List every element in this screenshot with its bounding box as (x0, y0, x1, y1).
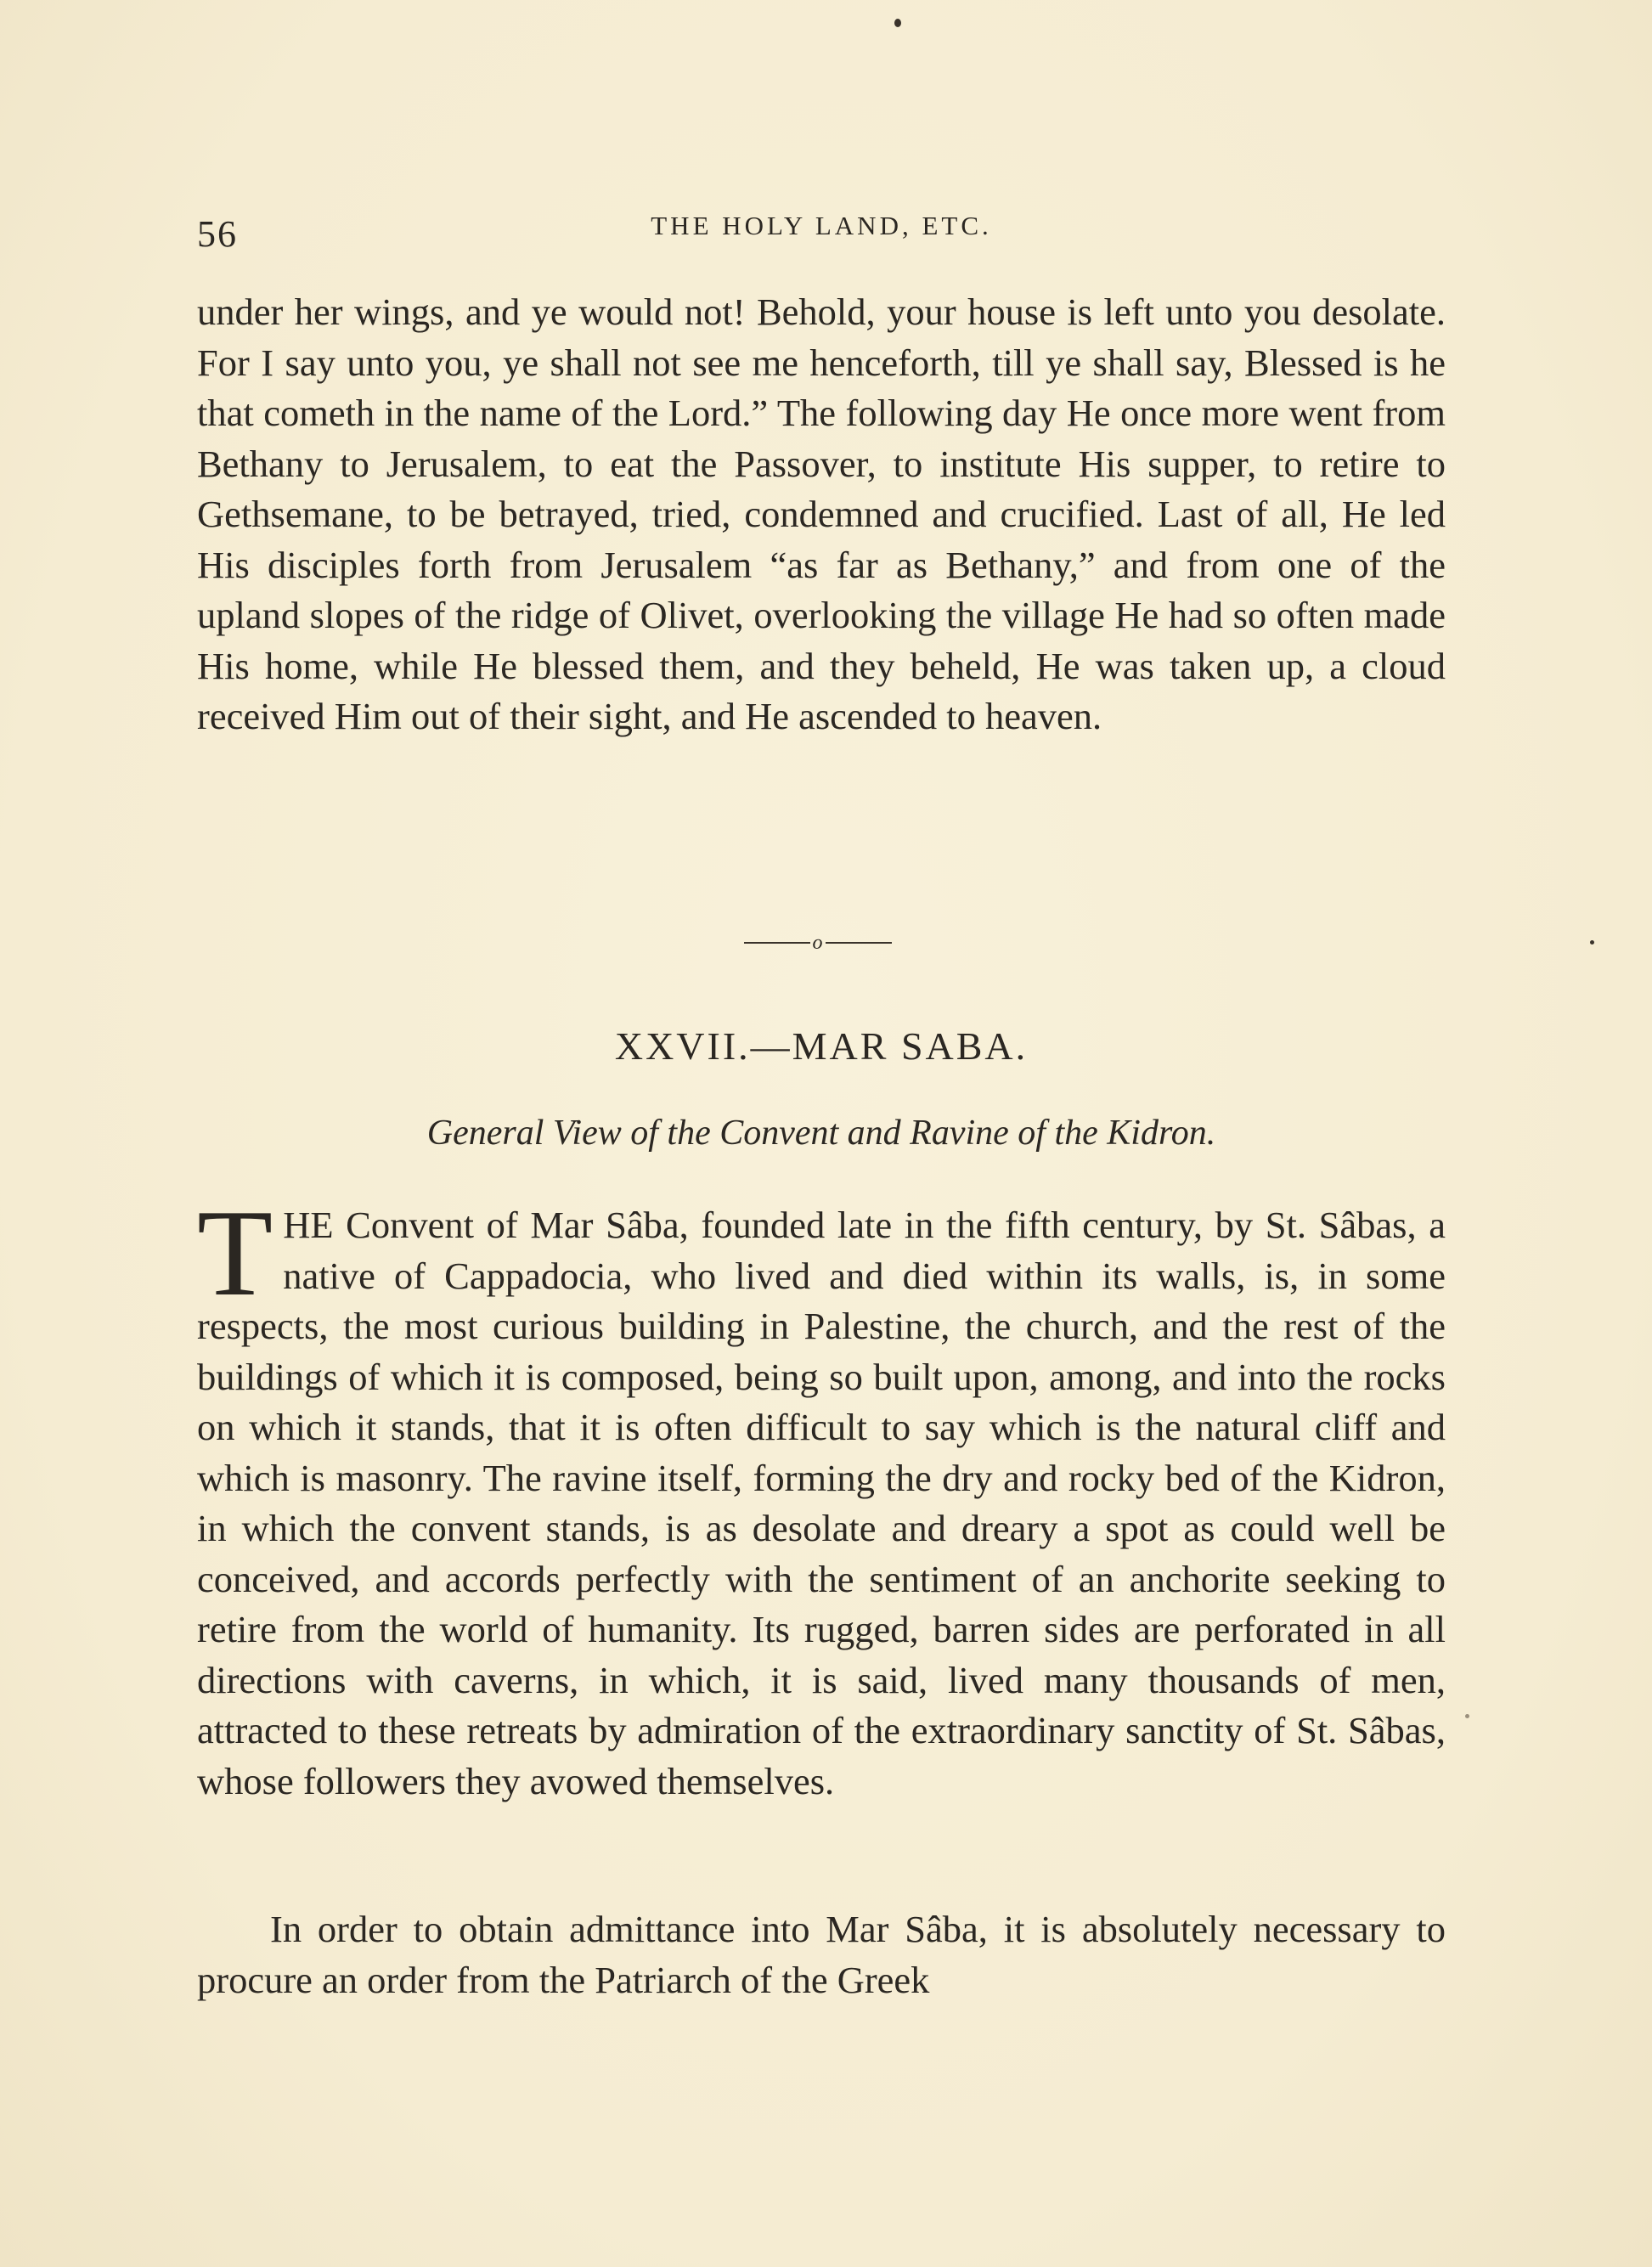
closing-paragraph-block (197, 1904, 1446, 2005)
continued-paragraph: under her wings, and ye would not! Behold, your house is left unto you desolate. For I say unto you, ye shall not see me henceforth, till ye shall say, Blessed is he that cometh in the name of the Lord.” The following day He once more went from Bethany to Jerusalem, to eat the Passover, to institute His supper, to retire to Gethsemane, to be betrayed, tried, condemned and crucified. Last of all, He led His disciples forth from Jerusalem “as far as Bethany,” and from one of the upland slopes of the ridge of Olivet, overlooking the village He had so often made His home, while He blessed them, and they beheld, He was taken up, a cloud received Him out of their sight, and He ascended to heaven. (197, 290, 1446, 737)
running-head: THE HOLY LAND, ETC. (651, 211, 992, 240)
ink-speck (1590, 940, 1594, 945)
ink-speck (1465, 1714, 1469, 1718)
page-number: 56 (197, 213, 238, 255)
section-divider (739, 930, 896, 956)
divider-rule-left (744, 942, 810, 944)
divider-rule-right (826, 942, 892, 944)
opening-paragraph (197, 1184, 1446, 1807)
page-header (197, 204, 1446, 255)
opening-paragraph-block (197, 1184, 1446, 1807)
divider-mark: o (812, 932, 823, 954)
closing-paragraph: In order to obtain admittance into Mar Sâba, it is absolutely necessary to procure an order from the Patriarch of the Greek (197, 1908, 1446, 2001)
chapter-heading: XXVII.—MAR SABA. (614, 1024, 1029, 1068)
continued-paragraph-block (197, 287, 1446, 742)
ink-speck (894, 19, 901, 27)
opening-paragraph-text: HE Convent of Mar Sâba, founded late in the fifth century, by St. Sâbas, a native of Cappadocia, who lived and died within its walls, is, in some respects, the most curious building in Palestine, the church, and the rest of the buildings of which it is composed, being so built upon, among, and into the rocks on which it stands, that it is often difficult to say which is the natural cliff and which is masonry. The ravine itself, forming the dry and rocky bed of the Kidron, in which the convent stands, is as desolate and dreary a spot as could well be conceived, and accords perfectly with the sentiment of an anchorite seeking to retire from the world of humanity. Its rugged, barren sides are perforated in all directions with caverns, in which, it is said, lived many thousands of men, attracted to these retreats by admiration of the extraordinary sanctity of St. Sâbas, whose followers they avowed themselves. (197, 1204, 1446, 1802)
drop-cap: T (197, 1184, 273, 1322)
chapter-subtitle: General View of the Convent and Ravine of the Kidron. (426, 1114, 1216, 1153)
